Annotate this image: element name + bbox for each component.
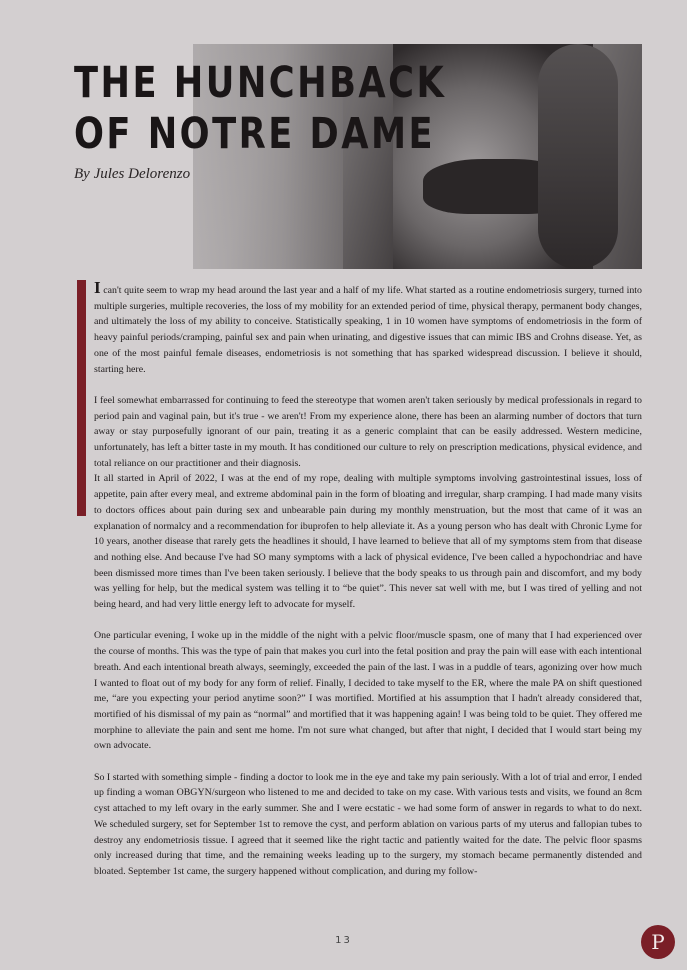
paragraph-2: I feel somewhat embarrassed for continuing to feed the stereotype that women aren't taken seriously by medical professionals in regard to period pain and vaginal pain, but it's true - we aren't! From my experience alone, there has been an alarming number of doctors that turn away or stay purposefully ignorant of our pain, treating it as a generic complaint that can be easily addressed. Western medicine, unfortunately, has left a bitter taste in my mouth. It has conditioned our culture to rely on prescription medications, physical evidence, and total reliance on our practitioner and their diagnosis.	[94, 394, 642, 469]
drop-cap: I	[94, 278, 101, 297]
article-title	[74, 58, 446, 160]
logo-letter: P	[651, 930, 665, 954]
paragraph-5: So I started with something simple - finding a doctor to look me in the eye and take my pain seriously. With a lot of trial and error, I ended up finding a woman OBGYN/surgeon who listened to me and decided to take on my case. With various tests and visits, we found an 8cm cyst attached to my left ovary in the early summer. She and I were ecstatic - we had some form of answer in regards to what to do next. We scheduled surgery, set for September 1st to remove the cyst, and perform ablation on various parts of my uterus and fallopian tubes to destroy any endometriosis tissue. I agreed that it seemed like the right tactic and patiently waited for the date. The pelvic floor spasms only increased during that time, and the remaining weeks leading up to the surgery, my stomach became permanently distended and bloated. September 1st came, the surgery happened without complication, and during my follow-	[94, 771, 642, 877]
paragraph-3: It all started in April of 2022, I was at the end of my rope, dealing with multiple symptoms involving gastrointestinal issues, loss of appetite, pain after every meal, and extreme abdominal pain in the form of bloating and irregular, sharp cramping. I had made many visits to doctors offices about pain during sex and unbearable pain during my monthly menstruation, but the most that came of it was an explanation of normalcy and a recommendation for ibuprofen to help alleviate it. As a young person who has dealt with Chronic Lyme for 10 years, another disease that rarely gets the headlines it should, I have learned to believe that all of my symptoms stem from that disease and nothing else. And because I've had SO many symptoms with a lack of physical evidence, I've been called a hypochondriac and have been dismissed more times than I've been taken seriously. I believe that the body speaks to us through pain and discomfort, and my body was yelling for help, but the medical system was telling it to “be quiet”. This never sat well with me, but I was tired of yelling and not being heard, and had very little energy left to advocate for myself.	[94, 473, 642, 611]
accent-bar	[77, 280, 86, 516]
title-line-1: THE HUNCHBACK	[74, 58, 447, 108]
article-body	[94, 278, 642, 895]
byline: By Jules Delorenzo	[74, 166, 191, 182]
paragraph-1-text: can't quite seem to wrap my head around the last year and a half of my life. What started as a routine endometriosis surgery, turned into multiple surgeries, multiple recoveries, the loss of my mobility for an extended period of time, physical therapy, permanent body changes, and ultimately the loss of my ability to conceive. Statistically speaking, 1 in 10 women have symptoms of endometriosis in the form of heavy painful periods/cramping, painful sex and pain when urinating, and digestive issues that can mimic IBS and Crohns disease. Yet, as one of the most painful female diseases, endometriosis is not something that has sparked widespread discussion. I believe it should, starting here.	[94, 285, 642, 375]
photo-arm	[538, 44, 618, 269]
title-line-2: OF NOTRE DAME	[74, 109, 436, 159]
paragraph-1	[94, 278, 642, 377]
page-number: 13	[335, 935, 352, 946]
paragraph-4: One particular evening, I woke up in the middle of the night with a pelvic floor/muscle spasm, one of many that I had experienced over the course of months. This was the type of pain that makes you curl into the fetal position and pray the pain will ease with each intentional breath. And each intentional breath always, seemingly, exceeded the pain of the last. I was in a puddle of tears, agonizing over how much I wanted to float out of my body for any form of relief. Finally, I decided to take myself to the ER, where the male PA on shift questioned me, “are you expecting your period anytime soon?” I was mortified. Mortified at his assumption that I hadn't already considered that, mortified of his dismissal of my pain as “normal” and mortified that it was happening again! I was being told to be quiet. They offered me morphine to alleviate the pain and sent me home. I'm not sure what changed, but after that night, I decided that I would start being my own advocate.	[94, 630, 642, 752]
publication-logo	[641, 925, 675, 959]
